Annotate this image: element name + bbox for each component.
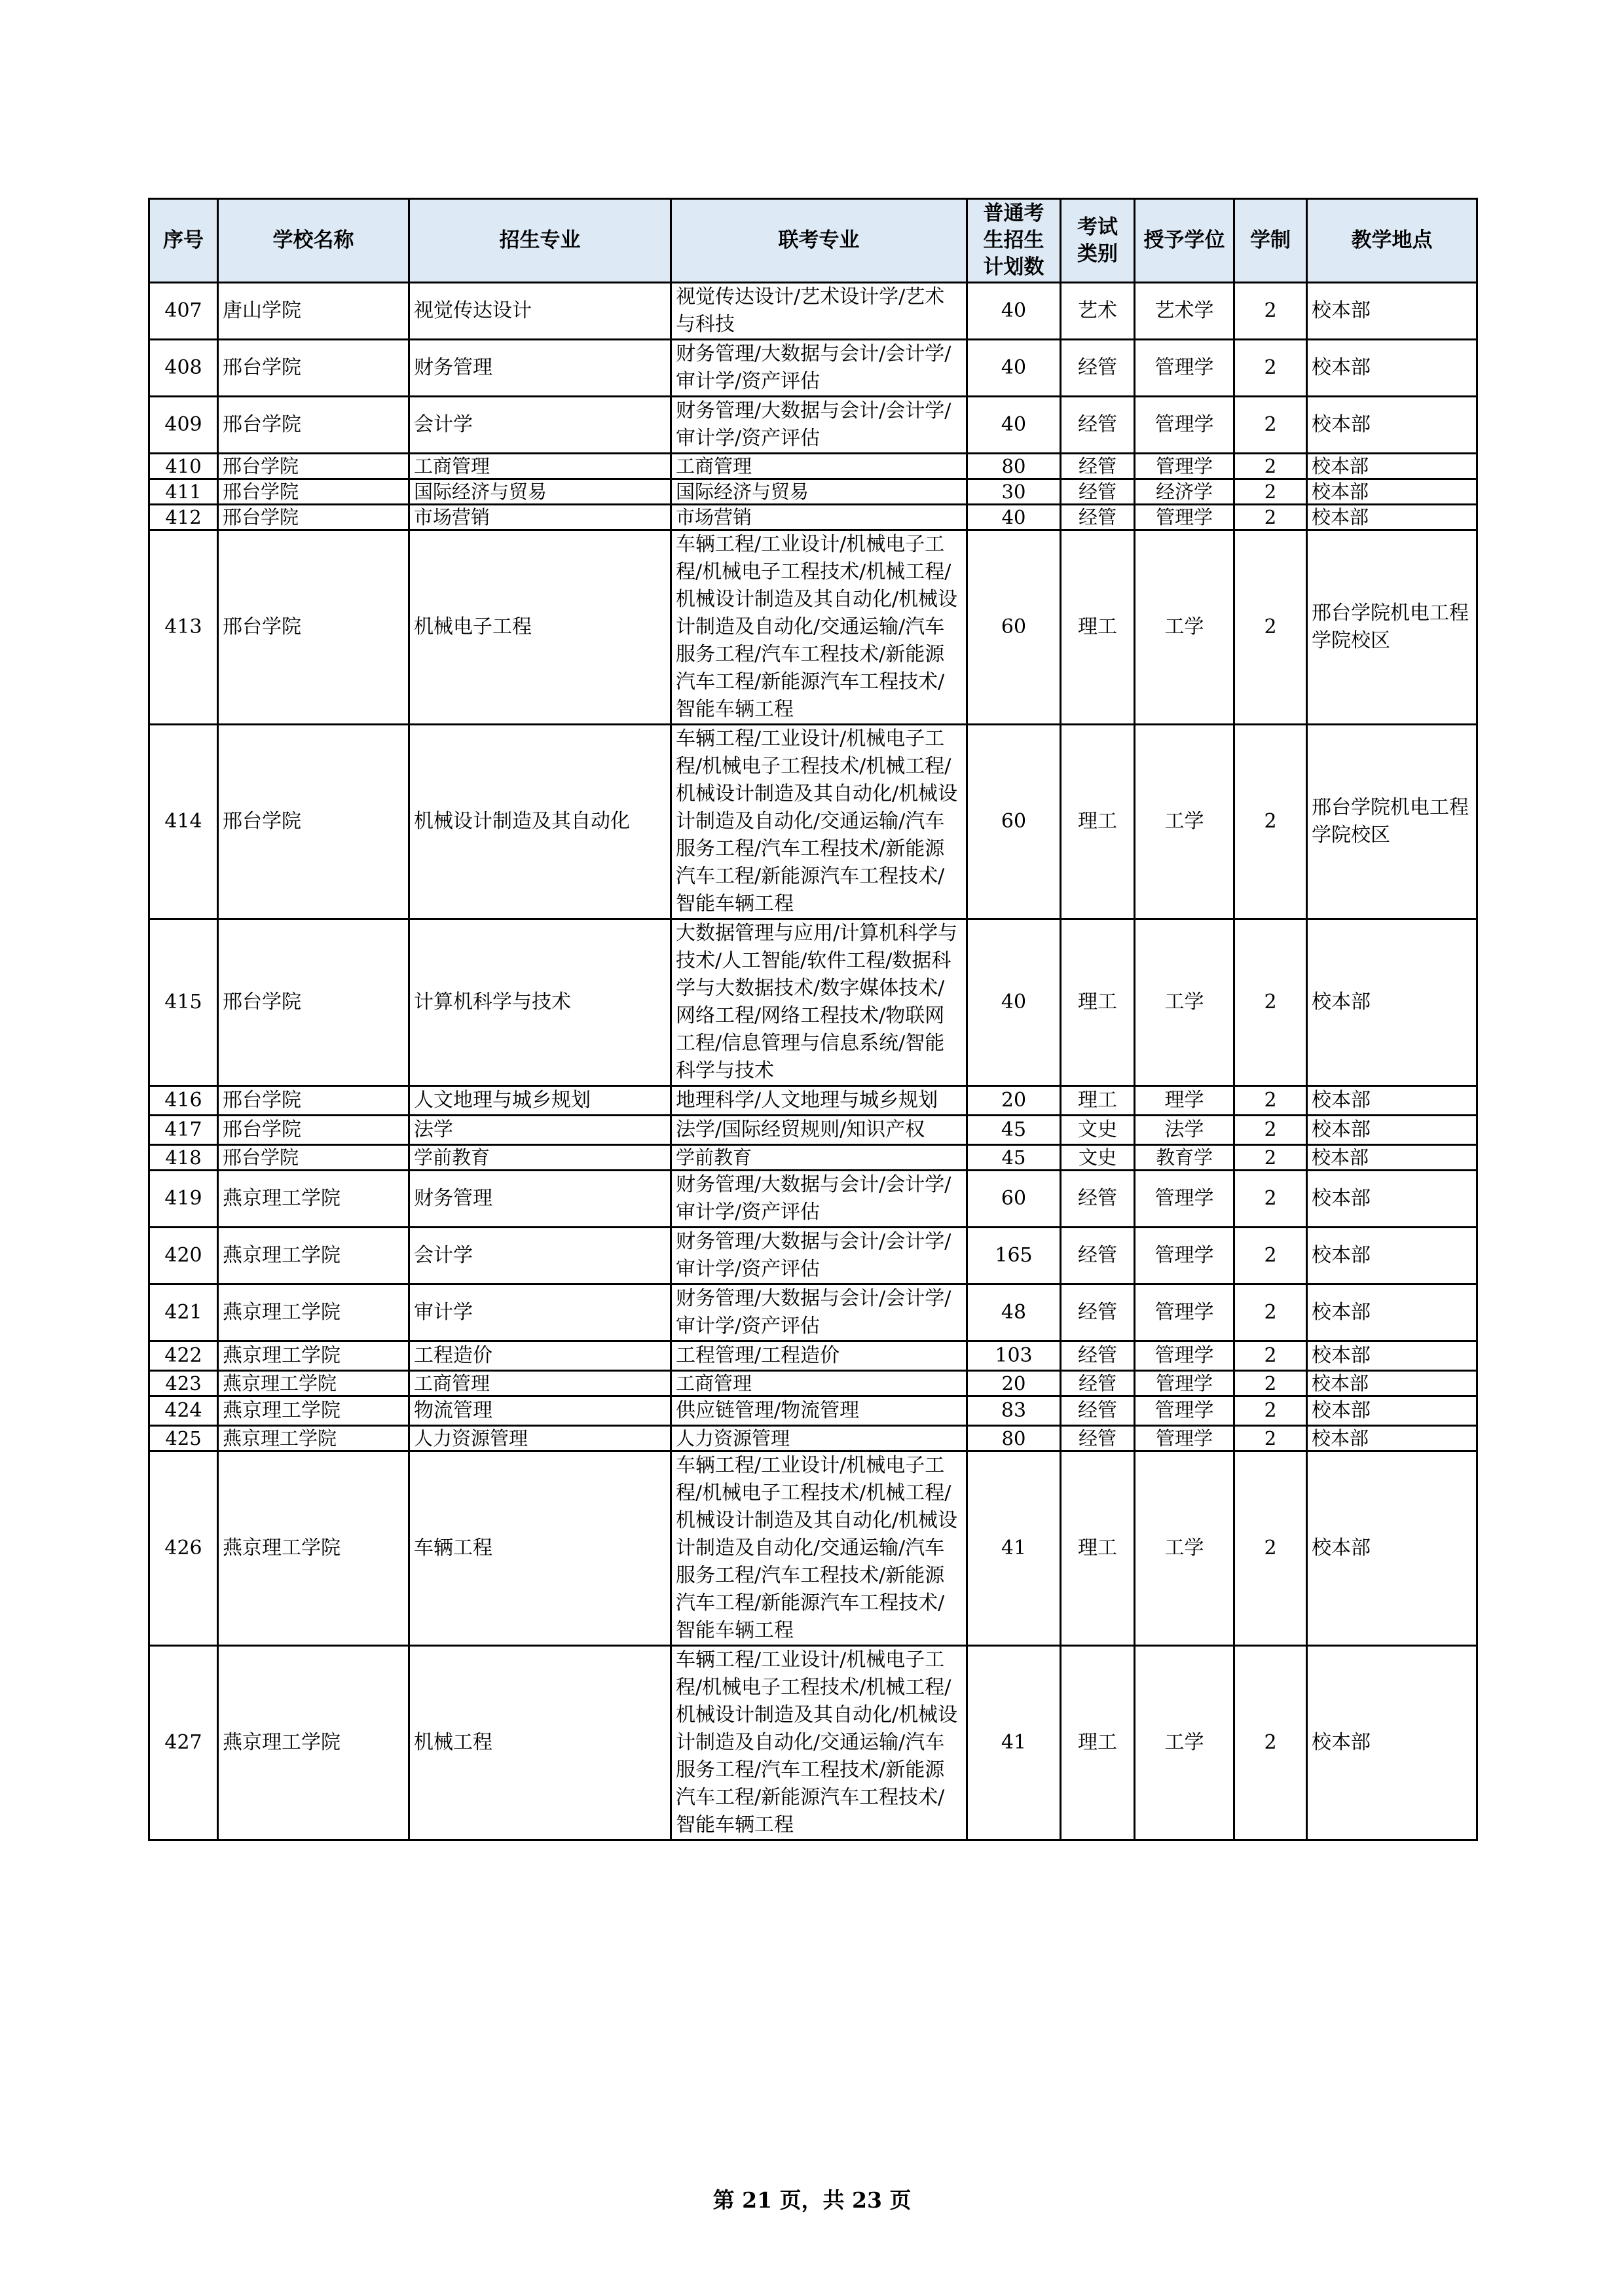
cell-exam-type: 经管 [1061, 340, 1135, 397]
cell-school: 燕京理工学院 [218, 1341, 409, 1371]
cell-location: 校本部 [1307, 1426, 1477, 1451]
table-row [149, 397, 1477, 454]
cell-major: 工程造价 [409, 1341, 671, 1371]
cell-exam-major: 车辆工程/工业设计/机械电子工程/机械电子工程技术/机械工程/机械设计制造及其自动化/机械设计制造及自动化/交通运输/汽车服务工程/汽车工程技术/新能源汽车工程/新能源汽车工程技术/智能车辆工程 [671, 530, 967, 725]
cell-degree: 艺术学 [1135, 283, 1234, 340]
cell-location: 校本部 [1307, 479, 1477, 505]
cell-seq: 414 [149, 725, 218, 919]
cell-degree: 管理学 [1135, 340, 1234, 397]
cell-degree: 管理学 [1135, 454, 1234, 479]
cell-exam-major: 国际经济与贸易 [671, 479, 967, 505]
cell-plan: 41 [967, 1451, 1061, 1646]
cell-major: 机械电子工程 [409, 530, 671, 725]
table-row [149, 479, 1477, 505]
table-row [149, 1451, 1477, 1646]
cell-seq: 417 [149, 1116, 218, 1145]
cell-location: 校本部 [1307, 454, 1477, 479]
cell-years: 2 [1234, 1116, 1307, 1145]
cell-years: 2 [1234, 1371, 1307, 1396]
cell-plan: 41 [967, 1646, 1061, 1840]
cell-location: 校本部 [1307, 1646, 1477, 1840]
cell-seq: 422 [149, 1341, 218, 1371]
cell-exam-type: 经管 [1061, 1371, 1135, 1396]
cell-years: 2 [1234, 479, 1307, 505]
table-row [149, 1285, 1477, 1341]
table-row [149, 530, 1477, 725]
cell-plan: 60 [967, 530, 1061, 725]
cell-exam-major: 车辆工程/工业设计/机械电子工程/机械电子工程技术/机械工程/机械设计制造及其自动化/机械设计制造及自动化/交通运输/汽车服务工程/汽车工程技术/新能源汽车工程/新能源汽车工程技术/智能车辆工程 [671, 1451, 967, 1646]
cell-exam-type: 理工 [1061, 919, 1135, 1086]
cell-plan: 20 [967, 1086, 1061, 1116]
table-row [149, 1646, 1477, 1840]
cell-exam-major: 视觉传达设计/艺术设计学/艺术与科技 [671, 283, 967, 340]
cell-major: 审计学 [409, 1285, 671, 1341]
cell-location: 校本部 [1307, 1145, 1477, 1171]
cell-major: 工商管理 [409, 454, 671, 479]
cell-school: 邢台学院 [218, 1116, 409, 1145]
cell-seq: 409 [149, 397, 218, 454]
table-row [149, 1228, 1477, 1285]
cell-exam-type: 经管 [1061, 505, 1135, 530]
cell-school: 邢台学院 [218, 1145, 409, 1171]
cell-years: 2 [1234, 1228, 1307, 1285]
cell-exam-type: 经管 [1061, 1171, 1135, 1228]
cell-location: 校本部 [1307, 1341, 1477, 1371]
cell-location: 校本部 [1307, 283, 1477, 340]
cell-seq: 418 [149, 1145, 218, 1171]
cell-exam-type: 经管 [1061, 1426, 1135, 1451]
cell-school: 邢台学院 [218, 479, 409, 505]
cell-school: 邢台学院 [218, 397, 409, 454]
cell-plan: 30 [967, 479, 1061, 505]
cell-major: 市场营销 [409, 505, 671, 530]
cell-major: 计算机科学与技术 [409, 919, 671, 1086]
cell-exam-type: 理工 [1061, 1086, 1135, 1116]
cell-exam-major: 财务管理/大数据与会计/会计学/审计学/资产评估 [671, 1171, 967, 1228]
table-row [149, 1426, 1477, 1451]
table-row [149, 454, 1477, 479]
cell-exam-type: 理工 [1061, 1646, 1135, 1840]
cell-exam-major: 市场营销 [671, 505, 967, 530]
cell-school: 燕京理工学院 [218, 1285, 409, 1341]
cell-location: 校本部 [1307, 1228, 1477, 1285]
header-exam-type [1061, 199, 1135, 283]
cell-years: 2 [1234, 1285, 1307, 1341]
cell-seq: 426 [149, 1451, 218, 1646]
cell-plan: 60 [967, 1171, 1061, 1228]
cell-location: 校本部 [1307, 1371, 1477, 1396]
cell-years: 2 [1234, 530, 1307, 725]
cell-plan: 40 [967, 340, 1061, 397]
cell-major: 学前教育 [409, 1145, 671, 1171]
cell-school: 燕京理工学院 [218, 1396, 409, 1426]
cell-plan: 20 [967, 1371, 1061, 1396]
cell-seq: 410 [149, 454, 218, 479]
cell-years: 2 [1234, 1451, 1307, 1646]
cell-major: 国际经济与贸易 [409, 479, 671, 505]
cell-years: 2 [1234, 1426, 1307, 1451]
cell-exam-major: 工程管理/工程造价 [671, 1341, 967, 1371]
cell-degree: 工学 [1135, 530, 1234, 725]
cell-plan: 40 [967, 505, 1061, 530]
cell-location: 校本部 [1307, 1451, 1477, 1646]
table-row [149, 919, 1477, 1086]
cell-major: 法学 [409, 1116, 671, 1145]
cell-school: 邢台学院 [218, 919, 409, 1086]
cell-plan: 165 [967, 1228, 1061, 1285]
cell-major: 视觉传达设计 [409, 283, 671, 340]
cell-degree: 管理学 [1135, 1285, 1234, 1341]
cell-degree: 工学 [1135, 1451, 1234, 1646]
cell-school: 邢台学院 [218, 454, 409, 479]
cell-degree: 管理学 [1135, 1396, 1234, 1426]
cell-major: 会计学 [409, 1228, 671, 1285]
cell-degree: 工学 [1135, 1646, 1234, 1840]
cell-degree: 管理学 [1135, 1426, 1234, 1451]
cell-major: 人力资源管理 [409, 1426, 671, 1451]
cell-degree: 经济学 [1135, 479, 1234, 505]
cell-exam-major: 工商管理 [671, 1371, 967, 1396]
cell-years: 2 [1234, 454, 1307, 479]
cell-seq: 425 [149, 1426, 218, 1451]
cell-plan: 103 [967, 1341, 1061, 1371]
cell-school: 邢台学院 [218, 1086, 409, 1116]
cell-plan: 80 [967, 454, 1061, 479]
cell-degree: 管理学 [1135, 1228, 1234, 1285]
cell-exam-type: 经管 [1061, 454, 1135, 479]
cell-exam-type: 经管 [1061, 479, 1135, 505]
table-body [149, 283, 1477, 1840]
cell-degree: 工学 [1135, 919, 1234, 1086]
cell-plan: 60 [967, 725, 1061, 919]
cell-exam-major: 财务管理/大数据与会计/会计学/审计学/资产评估 [671, 1228, 967, 1285]
cell-exam-major: 财务管理/大数据与会计/会计学/审计学/资产评估 [671, 1285, 967, 1341]
cell-school: 燕京理工学院 [218, 1371, 409, 1396]
cell-exam-type: 文史 [1061, 1116, 1135, 1145]
cell-years: 2 [1234, 1396, 1307, 1426]
cell-exam-major: 供应链管理/物流管理 [671, 1396, 967, 1426]
cell-school: 邢台学院 [218, 530, 409, 725]
cell-location: 校本部 [1307, 1116, 1477, 1145]
cell-exam-major: 法学/国际经贸规则/知识产权 [671, 1116, 967, 1145]
cell-exam-major: 学前教育 [671, 1145, 967, 1171]
cell-school: 燕京理工学院 [218, 1171, 409, 1228]
cell-years: 2 [1234, 1145, 1307, 1171]
header-school: 学校名称 [218, 199, 409, 283]
header-plan [967, 199, 1061, 283]
cell-degree: 管理学 [1135, 505, 1234, 530]
cell-seq: 408 [149, 340, 218, 397]
table-row [149, 1116, 1477, 1145]
cell-school: 邢台学院 [218, 505, 409, 530]
cell-location: 校本部 [1307, 397, 1477, 454]
cell-degree: 教育学 [1135, 1145, 1234, 1171]
cell-school: 燕京理工学院 [218, 1646, 409, 1840]
cell-exam-type: 理工 [1061, 1451, 1135, 1646]
cell-exam-major: 大数据管理与应用/计算机科学与技术/人工智能/软件工程/数据科学与大数据技术/数字媒体技术/网络工程/网络工程技术/物联网工程/信息管理与信息系统/智能科学与技术 [671, 919, 967, 1086]
header-exam-type-line1: 考试 [1077, 215, 1118, 239]
cell-exam-major: 工商管理 [671, 454, 967, 479]
cell-exam-type: 理工 [1061, 530, 1135, 725]
table-row [149, 1396, 1477, 1426]
cell-seq: 423 [149, 1371, 218, 1396]
cell-years: 2 [1234, 725, 1307, 919]
cell-years: 2 [1234, 919, 1307, 1086]
cell-plan: 83 [967, 1396, 1061, 1426]
header-seq: 序号 [149, 199, 218, 283]
table-row [149, 505, 1477, 530]
cell-seq: 419 [149, 1171, 218, 1228]
cell-school: 燕京理工学院 [218, 1426, 409, 1451]
header-plan-line3: 计划数 [983, 255, 1044, 279]
cell-plan: 80 [967, 1426, 1061, 1451]
cell-years: 2 [1234, 397, 1307, 454]
header-location: 教学地点 [1307, 199, 1477, 283]
cell-years: 2 [1234, 1341, 1307, 1371]
cell-location: 校本部 [1307, 505, 1477, 530]
cell-major: 人文地理与城乡规划 [409, 1086, 671, 1116]
cell-plan: 40 [967, 919, 1061, 1086]
admission-plan-table [148, 198, 1478, 1841]
cell-degree: 法学 [1135, 1116, 1234, 1145]
cell-degree: 工学 [1135, 725, 1234, 919]
cell-location: 校本部 [1307, 1086, 1477, 1116]
header-plan-line1: 普通考 [983, 202, 1044, 225]
table-row [149, 725, 1477, 919]
cell-exam-major: 车辆工程/工业设计/机械电子工程/机械电子工程技术/机械工程/机械设计制造及其自动化/机械设计制造及自动化/交通运输/汽车服务工程/汽车工程技术/新能源汽车工程/新能源汽车工程技术/智能车辆工程 [671, 1646, 967, 1840]
header-exam-type-line2: 类别 [1077, 242, 1118, 266]
cell-years: 2 [1234, 1646, 1307, 1840]
table-row [149, 283, 1477, 340]
cell-exam-major: 车辆工程/工业设计/机械电子工程/机械电子工程技术/机械工程/机械设计制造及其自动化/机械设计制造及自动化/交通运输/汽车服务工程/汽车工程技术/新能源汽车工程/新能源汽车工程技术/智能车辆工程 [671, 725, 967, 919]
cell-location: 邢台学院机电工程学院校区 [1307, 725, 1477, 919]
cell-seq: 427 [149, 1646, 218, 1840]
cell-plan: 45 [967, 1116, 1061, 1145]
page-footer: 第 21 页，共 23 页 [712, 2187, 912, 2213]
cell-school: 唐山学院 [218, 283, 409, 340]
cell-seq: 416 [149, 1086, 218, 1116]
cell-degree: 管理学 [1135, 1371, 1234, 1396]
header-plan-line2: 生招生 [983, 228, 1044, 252]
header-years: 学制 [1234, 199, 1307, 283]
cell-exam-major: 财务管理/大数据与会计/会计学/审计学/资产评估 [671, 397, 967, 454]
cell-school: 邢台学院 [218, 725, 409, 919]
cell-major: 车辆工程 [409, 1451, 671, 1646]
cell-seq: 424 [149, 1396, 218, 1426]
cell-exam-type: 经管 [1061, 1396, 1135, 1426]
cell-exam-type: 经管 [1061, 1228, 1135, 1285]
table-row [149, 340, 1477, 397]
cell-school: 燕京理工学院 [218, 1228, 409, 1285]
cell-degree: 管理学 [1135, 397, 1234, 454]
table-row [149, 1371, 1477, 1396]
cell-location: 校本部 [1307, 340, 1477, 397]
cell-degree: 管理学 [1135, 1341, 1234, 1371]
cell-plan: 45 [967, 1145, 1061, 1171]
header-exam-major: 联考专业 [671, 199, 967, 283]
cell-seq: 413 [149, 530, 218, 725]
cell-location: 校本部 [1307, 1171, 1477, 1228]
cell-exam-type: 经管 [1061, 1285, 1135, 1341]
cell-location: 校本部 [1307, 919, 1477, 1086]
cell-major: 机械设计制造及其自动化 [409, 725, 671, 919]
cell-seq: 421 [149, 1285, 218, 1341]
cell-major: 财务管理 [409, 340, 671, 397]
cell-degree: 管理学 [1135, 1171, 1234, 1228]
cell-seq: 412 [149, 505, 218, 530]
cell-location: 校本部 [1307, 1285, 1477, 1341]
table-row [149, 1145, 1477, 1171]
cell-exam-major: 人力资源管理 [671, 1426, 967, 1451]
table-row [149, 1341, 1477, 1371]
cell-school: 邢台学院 [218, 340, 409, 397]
cell-major: 工商管理 [409, 1371, 671, 1396]
cell-exam-major: 地理科学/人文地理与城乡规划 [671, 1086, 967, 1116]
header-row [149, 199, 1477, 283]
cell-major: 财务管理 [409, 1171, 671, 1228]
cell-years: 2 [1234, 1086, 1307, 1116]
cell-years: 2 [1234, 1171, 1307, 1228]
cell-seq: 420 [149, 1228, 218, 1285]
cell-major: 机械工程 [409, 1646, 671, 1840]
table-row [149, 1171, 1477, 1228]
cell-major: 会计学 [409, 397, 671, 454]
cell-plan: 40 [967, 397, 1061, 454]
cell-seq: 411 [149, 479, 218, 505]
cell-exam-type: 经管 [1061, 1341, 1135, 1371]
cell-exam-type: 理工 [1061, 725, 1135, 919]
cell-exam-type: 文史 [1061, 1145, 1135, 1171]
cell-school: 燕京理工学院 [218, 1451, 409, 1646]
cell-exam-type: 艺术 [1061, 283, 1135, 340]
header-degree: 授予学位 [1135, 199, 1234, 283]
cell-exam-type: 经管 [1061, 397, 1135, 454]
cell-major: 物流管理 [409, 1396, 671, 1426]
cell-location: 邢台学院机电工程学院校区 [1307, 530, 1477, 725]
cell-seq: 407 [149, 283, 218, 340]
header-major: 招生专业 [409, 199, 671, 283]
cell-location: 校本部 [1307, 1396, 1477, 1426]
cell-exam-major: 财务管理/大数据与会计/会计学/审计学/资产评估 [671, 340, 967, 397]
cell-years: 2 [1234, 340, 1307, 397]
cell-seq: 415 [149, 919, 218, 1086]
table-row [149, 1086, 1477, 1116]
cell-years: 2 [1234, 505, 1307, 530]
cell-degree: 理学 [1135, 1086, 1234, 1116]
cell-plan: 48 [967, 1285, 1061, 1341]
cell-plan: 40 [967, 283, 1061, 340]
cell-years: 2 [1234, 283, 1307, 340]
